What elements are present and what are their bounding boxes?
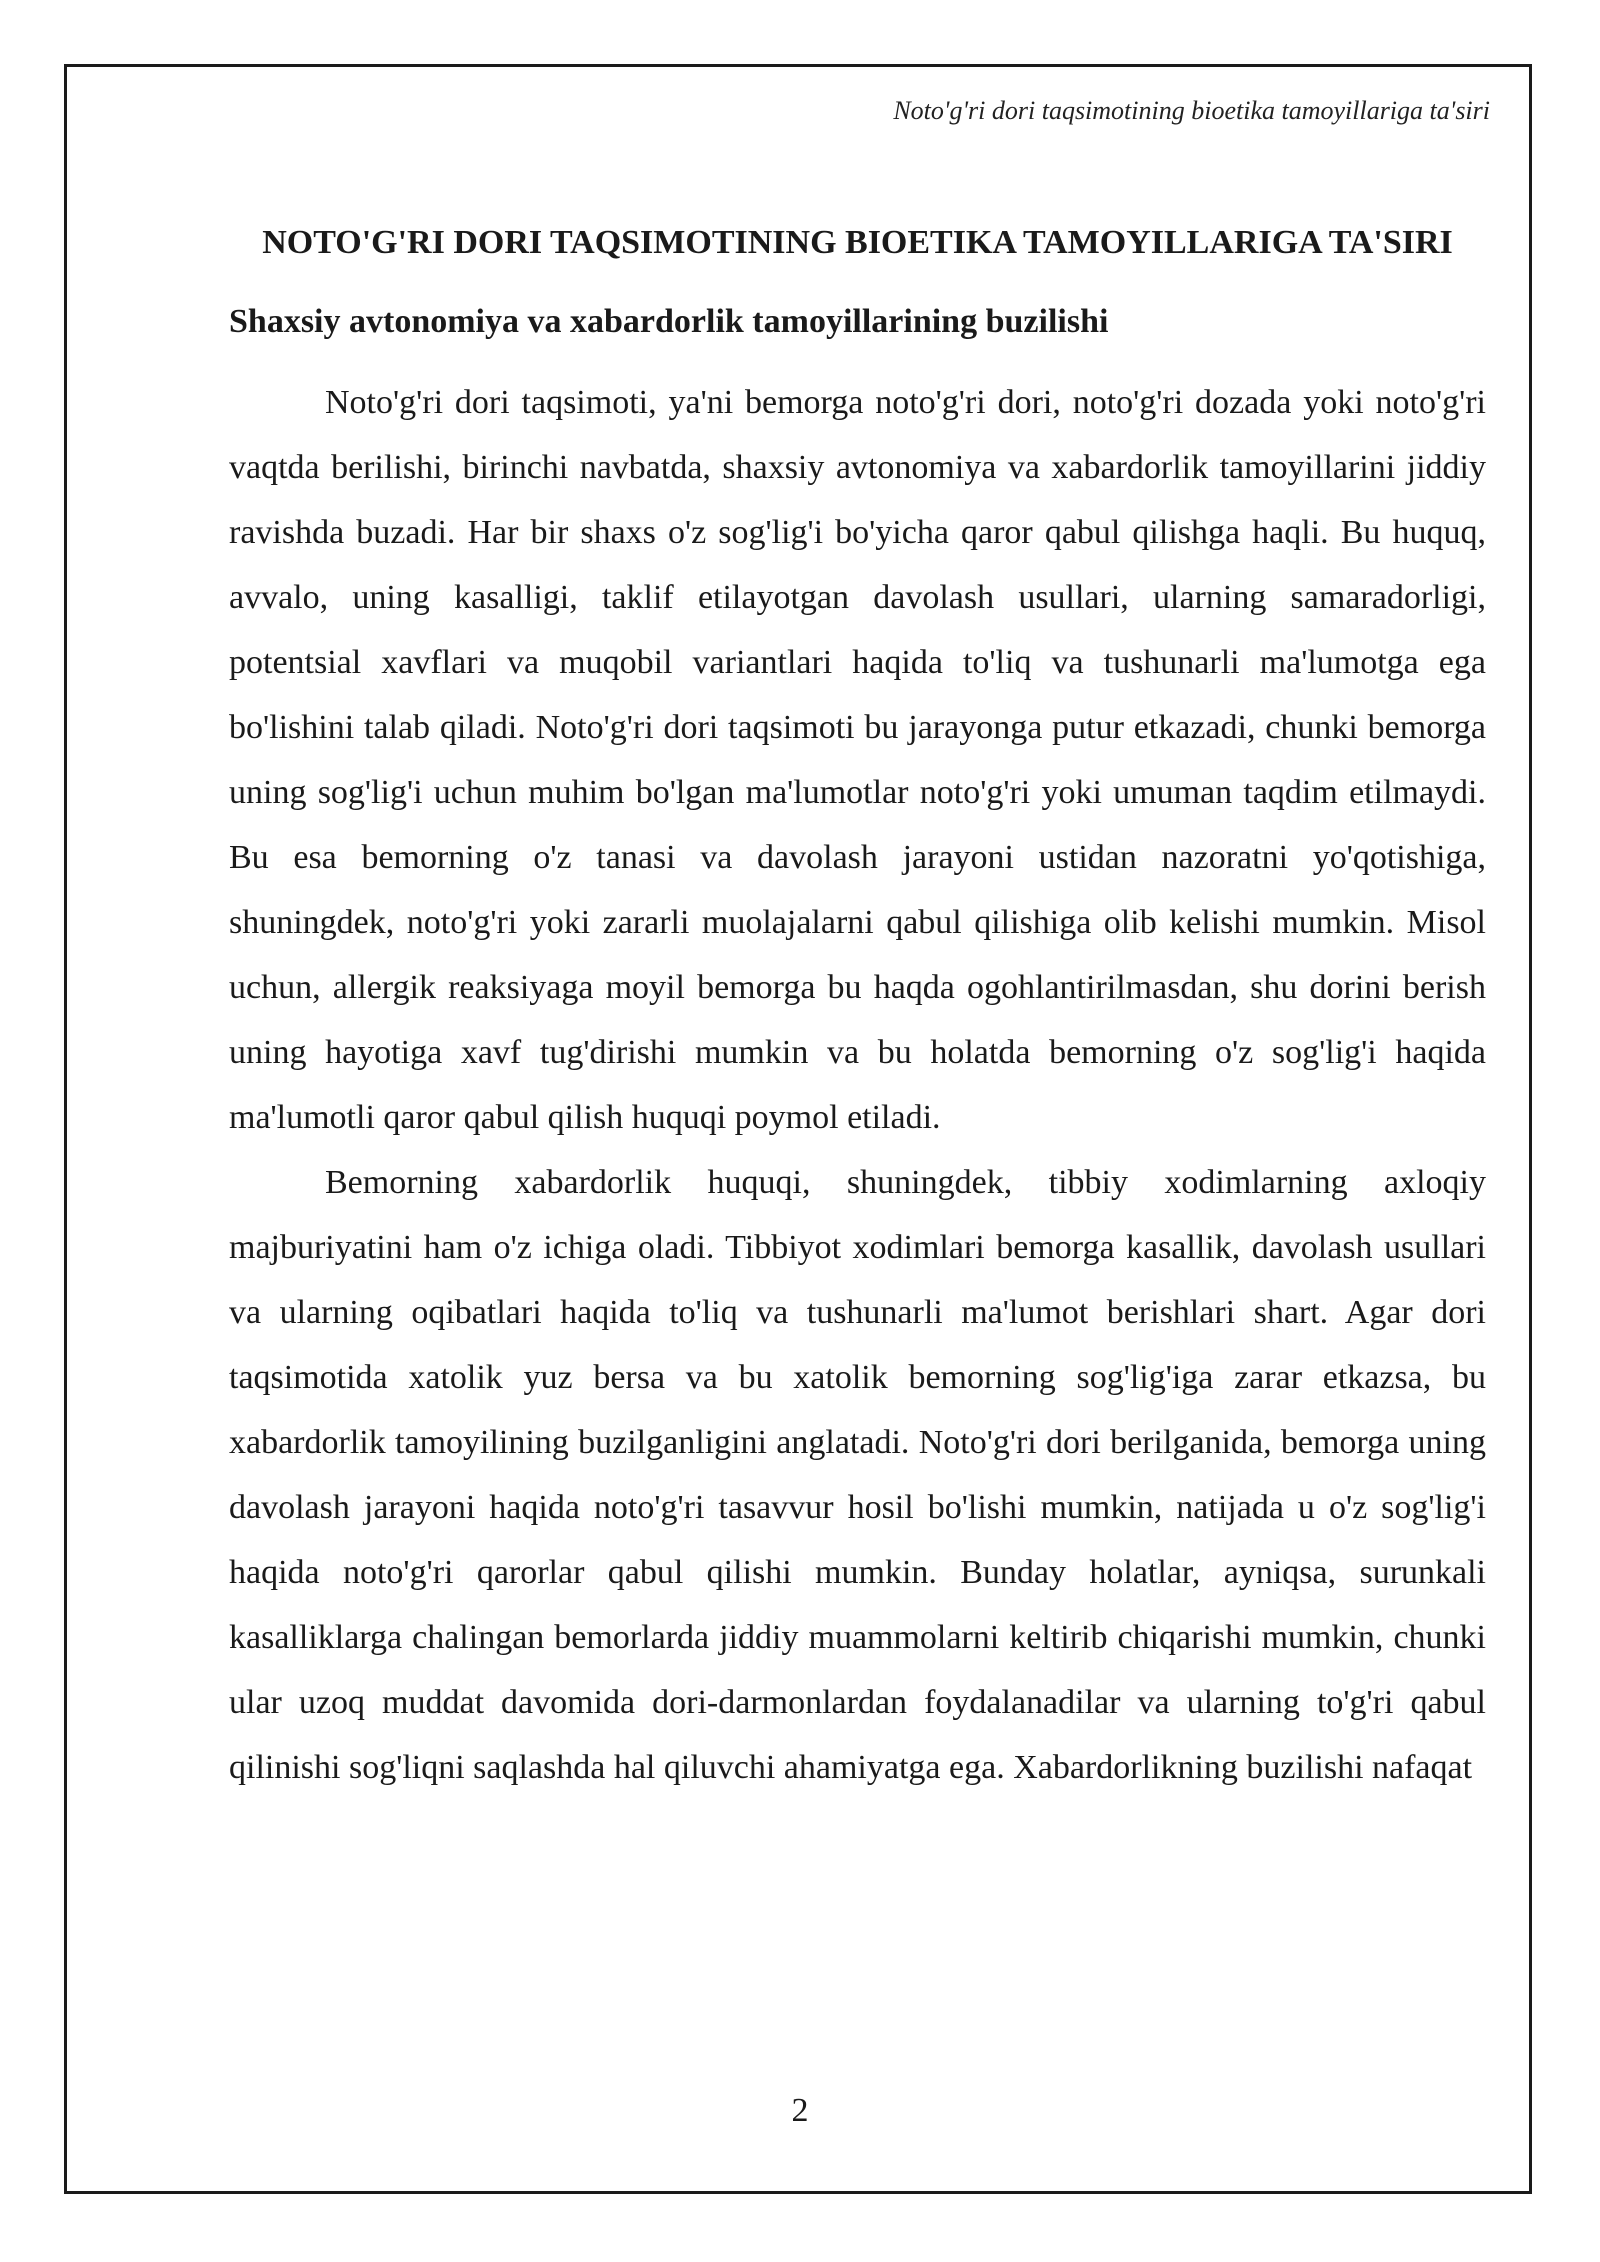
running-header: Noto'g'ri dori taqsimotining bioetika tamoyillariga ta'siri [893,96,1490,125]
page-number: 2 [791,2092,809,2129]
body-paragraph-1: Noto'g'ri dori taqsimoti, ya'ni bemorga noto'g'ri dori, noto'g'ri dozada yoki noto'g'ri vaqtda berilishi, birinchi navbatda, shaxsiy avtonomiya va xabardorlik tamoyillarini jiddiy ravishda buzadi. Har bir shaxs o'z sog'lig'i bo'yicha qaror qabul qilishga haqli. Bu huquq, avvalo, uning kasalligi, taklif etilayotgan davolash usullari, ularning samaradorligi, potentsial xavflari va muqobil variantlari haqida to'liq va tushunarli ma'lumotga ega bo'lishini talab qiladi. Noto'g'ri dori taqsimoti bu jarayonga putur etkazadi, chunki bemorga uning sog'lig'i uchun muhim bo'lgan ma'lumotlar noto'g'ri yoki umuman taqdim etilmaydi. Bu esa bemorning o'z tanasi va davolash jarayoni ustidan nazoratni yo'qotishiga, shuningdek, noto'g'ri yoki zararli muolajalarni qabul qilishiga olib kelishi mumkin. Misol uchun, allergik reaksiyaga moyil bemorga bu haqda ogohlantirilmasdan, shu dorini berish uning hayotiga xavf tug'dirishi mumkin va bu holatda bemorning o'z sog'lig'i haqida ma'lumotli qaror qabul qilish huquqi poymol etiladi. [229,384,1486,1136]
section-heading: Shaxsiy avtonomiya va xabardorlik tamoyillarining buzilishi [229,303,1109,340]
document-title: NOTO'G'RI DORI TAQSIMOTINING BIOETIKA TAMOYILLARIGA TA'SIRI [262,224,1453,261]
page-content [229,210,1486,1800]
body-paragraph-2: Bemorning xabardorlik huquqi, shuningdek, tibbiy xodimlarning axloqiy majburiyatini ham o'z ichiga oladi. Tibbiyot xodimlari bemorga kasallik, davolash usullari va ularning oqibatlari haqida to'liq va tushunarli ma'lumot berishlari shart. Agar dori taqsimotida xatolik yuz bersa va bu xatolik bemorning sog'lig'iga zarar etkazsa, bu xabardorlik tamoyilining buzilganligini anglatadi. Noto'g'ri dori berilganida, bemorga uning davolash jarayoni haqida noto'g'ri tasavvur hosil bo'lishi mumkin, natijada u o'z sog'lig'i haqida noto'g'ri qarorlar qabul qilishi mumkin. Bunday holatlar, ayniqsa, surunkali kasalliklarga chalingan bemorlarda jiddiy muammolarni keltirib chiqarishi mumkin, chunki ular uzoq muddat davomida dori-darmonlardan foydalanadilar va ularning to'g'ri qabul qilinishi sog'liqni saqlashda hal qiluvchi ahamiyatga ega. Xabardorlikning buzilishi nafaqat [229,1164,1486,1786]
